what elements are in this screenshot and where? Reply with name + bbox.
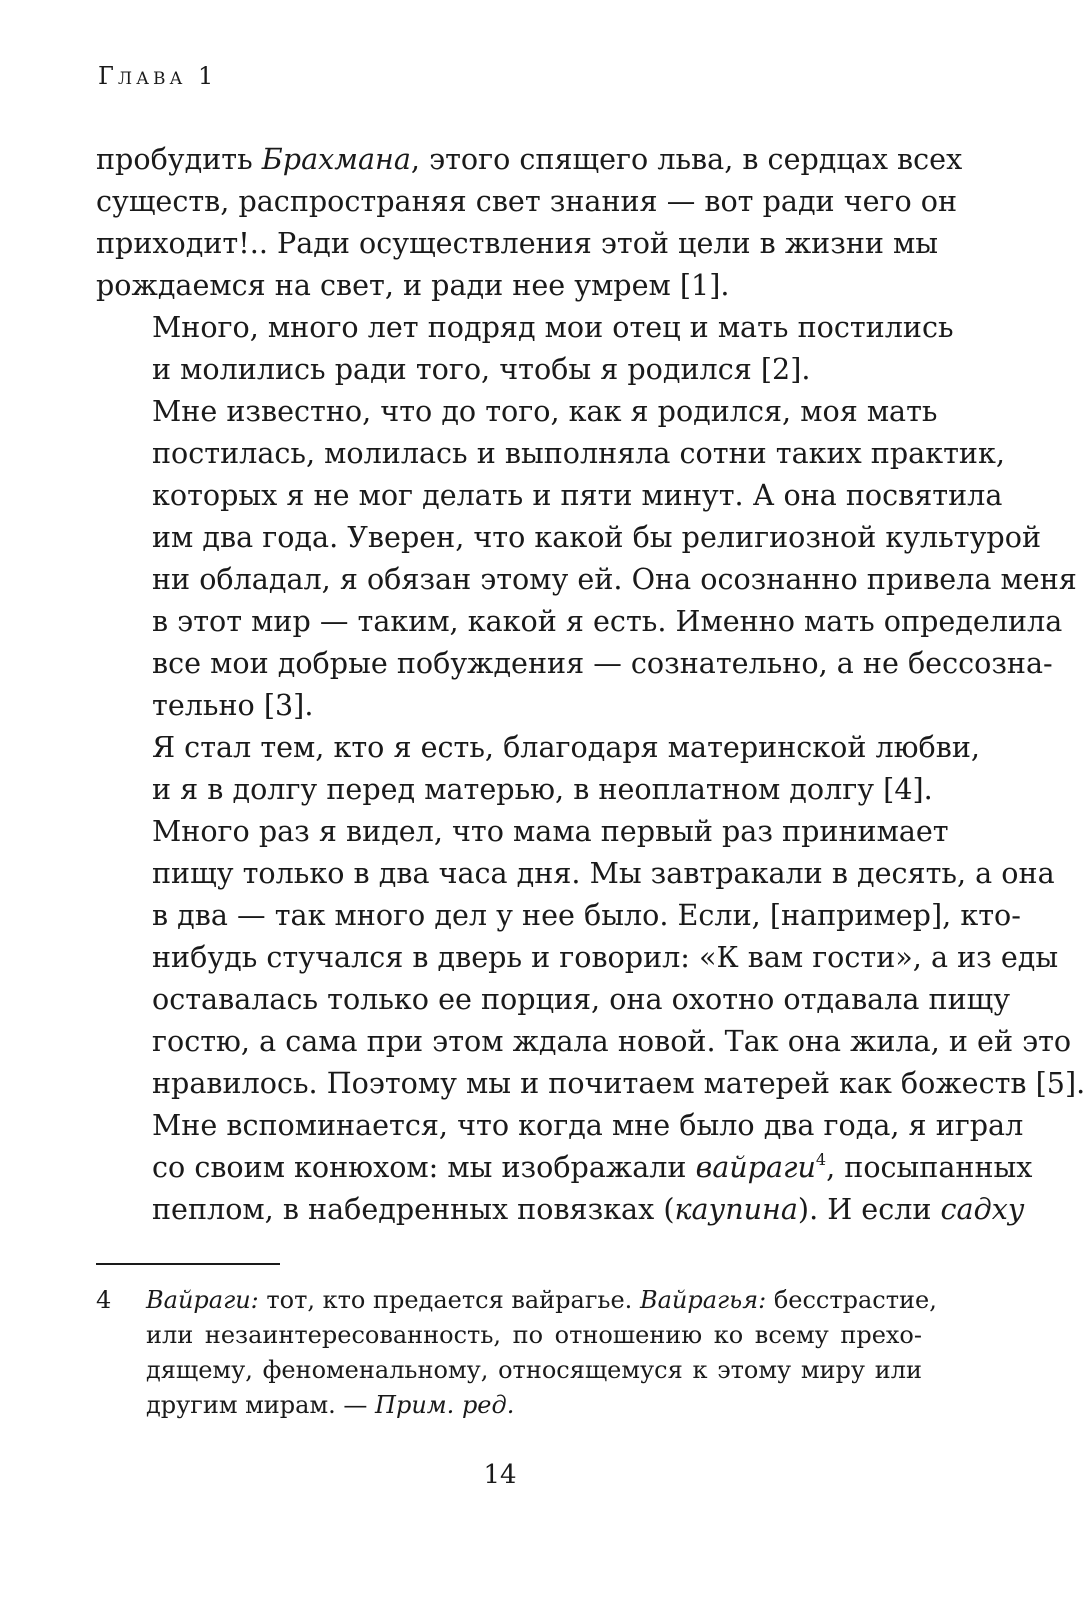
- text-line: все мои добрые побуждения — сознательно, а не бессозна-: [152, 646, 1053, 680]
- italic-term: Вайрагья:: [639, 1286, 767, 1314]
- paragraph: [96, 306, 954, 390]
- footnote-number: 4: [96, 1286, 112, 1314]
- text-line: тельно [3].: [152, 688, 314, 722]
- text-line: пробудить Брахмана, этого спящего льва, в сердцах всех: [96, 142, 963, 176]
- text-line: Мне вспоминается, что когда мне было два года, я играл: [152, 1108, 1024, 1142]
- footnote-line: или незаинтересованность, по отношению ко всему прехо-: [146, 1321, 922, 1349]
- italic-term: вайраги: [695, 1150, 816, 1184]
- footnote-ref: 4: [815, 1150, 827, 1169]
- text-line: существ, распространяя свет знания — вот ради чего он: [96, 184, 958, 218]
- paragraph: [96, 810, 1085, 1104]
- text-line: которых я не мог делать и пяти минут. А она посвятила: [152, 478, 1003, 512]
- text-line: ни обладал, я обязан этому ей. Она осознанно привела меня: [152, 562, 1077, 596]
- italic-term: Вайраги:: [146, 1286, 259, 1314]
- text-line: Много раз я видел, что мама первый раз принимает: [152, 814, 949, 848]
- text-line: Много, много лет подряд мои отец и мать постились: [152, 310, 954, 344]
- text-line: и я в долгу перед матерью, в неоплатном долгу [4].: [152, 772, 933, 806]
- footnote-line: Вайраги: тот, кто предается вайрагье. Вайрагья: бесстрастие,: [146, 1286, 937, 1314]
- running-head: Глава 1: [98, 62, 218, 90]
- text-line: пеплом, в набедренных повязках (каупина). И если садху: [152, 1192, 1025, 1226]
- footnote-line: дящему, феноменальному, относящемуся к этому миру или: [146, 1356, 922, 1384]
- text-line: им два года. Уверен, что какой бы религиозной культурой: [152, 520, 1042, 554]
- text-line: рождаемся на свет, и ради нее умрем [1].: [96, 268, 730, 302]
- italic-term: каупина: [674, 1192, 798, 1226]
- text-line: приходит!.. Ради осуществления этой цели в жизни мы: [96, 226, 939, 260]
- italic-term: садху: [940, 1192, 1025, 1226]
- text-line: постилась, молилась и выполняла сотни таких практик,: [152, 436, 1005, 470]
- text-line: Я стал тем, кто я есть, благодаря материнской любви,: [152, 730, 981, 764]
- text-line: и молились ради того, чтобы я родился [2].: [152, 352, 811, 386]
- footnote-line: другим мирам. — Прим. ред.: [146, 1391, 515, 1419]
- text-line: пищу только в два часа дня. Мы завтракали в десять, а она: [152, 856, 1055, 890]
- text-line: со своим конюхом: мы изображали вайраги$^4$, посыпанных: [152, 1150, 1033, 1184]
- text-line: Мне известно, что до того, как я родился, моя мать: [152, 394, 938, 428]
- text-line: оставалась только ее порция, она охотно отдавала пищу: [152, 982, 1011, 1016]
- paragraph: [96, 1104, 1033, 1230]
- italic-term: Прим. ред.: [375, 1391, 515, 1419]
- text-line: в этот мир — таким, какой я есть. Именно мать определила: [152, 604, 1063, 638]
- main-text: [96, 138, 1085, 1230]
- text-line: нибудь стучался в дверь и говорил: «К вам гости», а из еды: [152, 940, 1059, 974]
- paragraph: [96, 390, 1077, 726]
- page-number: 14: [483, 1460, 517, 1490]
- text-line: в два — так много дел у нее было. Если, [например], кто-: [152, 898, 1021, 932]
- paragraph: [96, 726, 981, 810]
- footnote-text: [146, 1283, 937, 1423]
- footnote-divider: [96, 1263, 280, 1265]
- text-line: гостю, а сама при этом ждала новой. Так она жила, и ей это: [152, 1024, 1072, 1058]
- text-line: нравилось. Поэтому мы и почитаем матерей как божеств [5].: [152, 1066, 1085, 1100]
- footnote: [96, 1283, 937, 1423]
- paragraph: [96, 138, 963, 306]
- italic-term: Брахмана: [261, 142, 411, 176]
